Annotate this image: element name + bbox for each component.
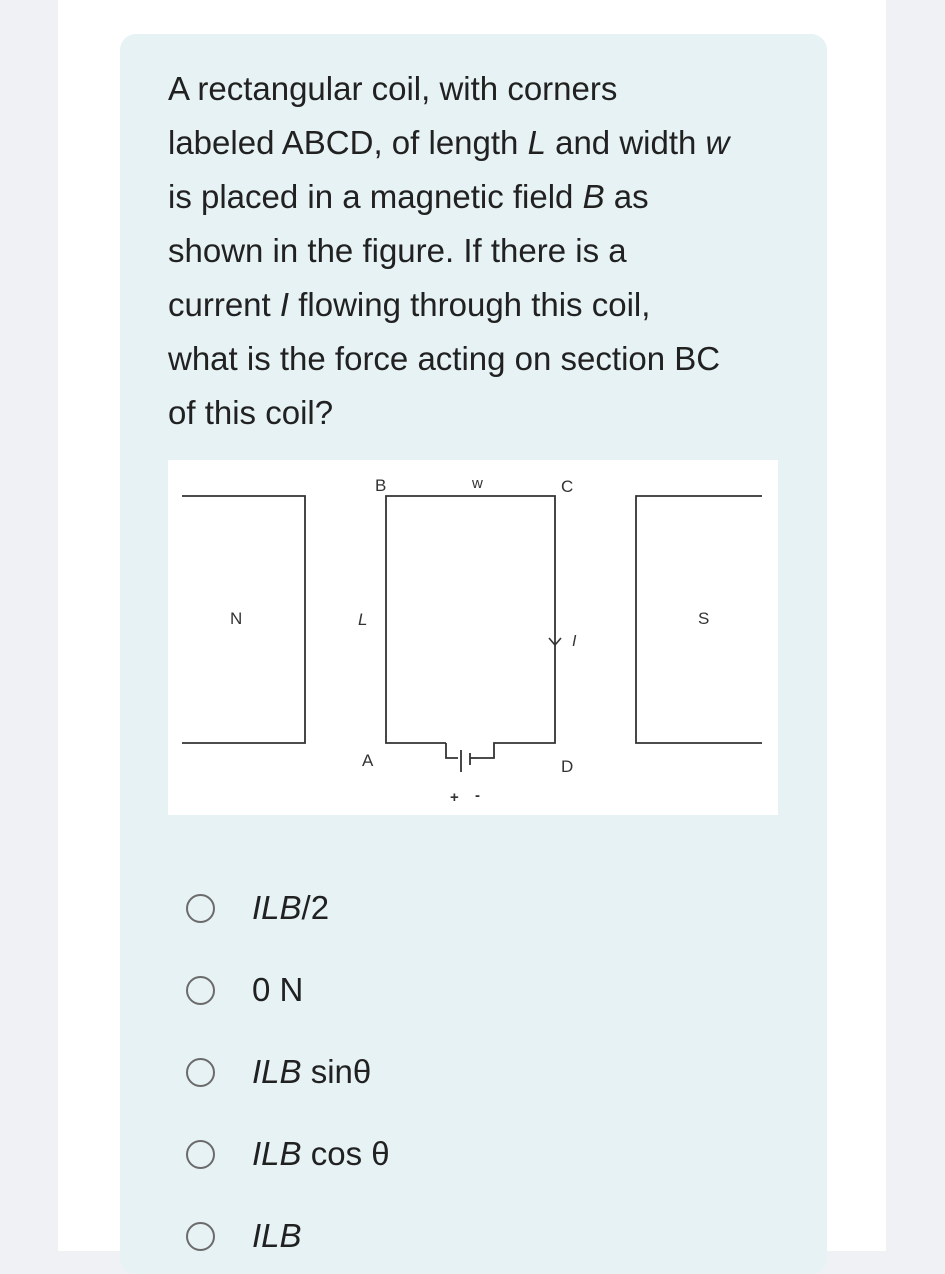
option-3[interactable] [186,1044,586,1104]
label-s: S [698,609,710,628]
label-i: I [572,633,577,650]
question-line: shown in the figure. If there is a [168,232,627,269]
option-1[interactable] [186,880,586,940]
label-d: D [561,757,574,776]
label-plus: + [450,789,459,806]
radio-button[interactable] [186,1222,215,1251]
option-5[interactable] [186,1208,586,1268]
question-line: what is the force acting on section BC [168,340,721,377]
coil-diagram [168,460,778,815]
option-4[interactable] [186,1126,586,1186]
label-l: L [358,610,368,629]
option-label: ILB/2 [252,889,330,926]
north-magnet [182,496,305,743]
option-label: ILB cos θ [252,1135,390,1172]
radio-button[interactable] [186,894,215,923]
label-a: A [362,751,374,770]
radio-button[interactable] [186,1058,215,1087]
coil-diagram-svg [168,460,778,815]
question-line: is placed in a magnetic field B as [168,178,649,215]
label-minus: - [475,787,480,804]
label-c: C [561,477,574,496]
question-line: labeled ABCD, of length L and width w [168,124,730,161]
question-text [168,62,788,440]
label-w: w [472,475,483,492]
label-n: N [230,609,243,628]
question-line: current I flowing through this coil, [168,286,651,323]
question-line: of this coil? [168,394,334,431]
radio-button[interactable] [186,976,215,1005]
coil-wire-left-lead [446,743,458,758]
radio-button[interactable] [186,1140,215,1169]
option-label: 0 N [252,971,304,1008]
coil-wire [386,496,555,758]
option-label: ILB sinθ [252,1053,372,1090]
question-line: A rectangular coil, with corners [168,70,618,107]
label-b: B [375,476,387,495]
option-2[interactable] [186,962,586,1022]
option-label: ILB [252,1217,302,1254]
